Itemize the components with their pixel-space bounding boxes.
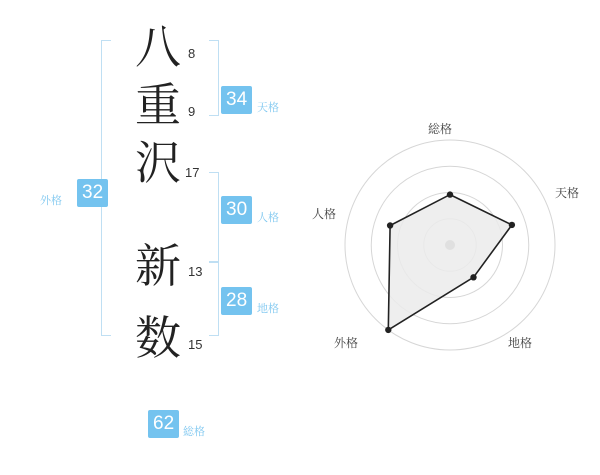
stroke-count-1: 8: [188, 46, 196, 61]
radar-chart: [300, 0, 600, 470]
stroke-count-2: 9: [188, 104, 196, 119]
kanji-char-4: 新: [135, 239, 181, 293]
score-label-jinkaku: 人格: [257, 212, 279, 224]
radar-label-tenkaku: 天格: [555, 186, 580, 200]
stroke-count-3: 17: [185, 165, 200, 180]
bracket-tenkaku: [209, 40, 219, 116]
stroke-count-5: 15: [188, 337, 203, 352]
kanji-char-1: 八: [135, 20, 181, 74]
score-label-tenkaku: 天格: [257, 102, 279, 114]
radar-label-soukaku: 総格: [428, 122, 453, 136]
name-panel: [0, 0, 300, 470]
score-label-soukaku: 総格: [183, 426, 205, 438]
bracket-jinkaku: [209, 172, 219, 262]
score-label-gaikaku: 外格: [40, 195, 62, 207]
stroke-count-4: 13: [188, 264, 203, 279]
score-label-chikaku: 地格: [257, 303, 279, 315]
kanji-char-5: 数: [135, 311, 181, 365]
score-badge-tenkaku: 34: [221, 86, 252, 114]
score-badge-jinkaku: 30: [221, 196, 252, 224]
score-badge-gaikaku: 32: [77, 179, 108, 207]
radar-label-gaikaku: 外格: [334, 336, 359, 350]
score-badge-soukaku: 62: [148, 410, 179, 438]
radar-label-chikaku: 地格: [508, 336, 533, 350]
kanji-char-2: 重: [135, 78, 181, 132]
kanji-char-3: 沢: [135, 136, 181, 190]
radar-label-jinkaku: 人格: [312, 207, 337, 221]
radar-center-dot: [445, 240, 455, 250]
bracket-chikaku: [209, 262, 219, 336]
score-badge-chikaku: 28: [221, 287, 252, 315]
radar-chart-panel: [300, 0, 600, 470]
